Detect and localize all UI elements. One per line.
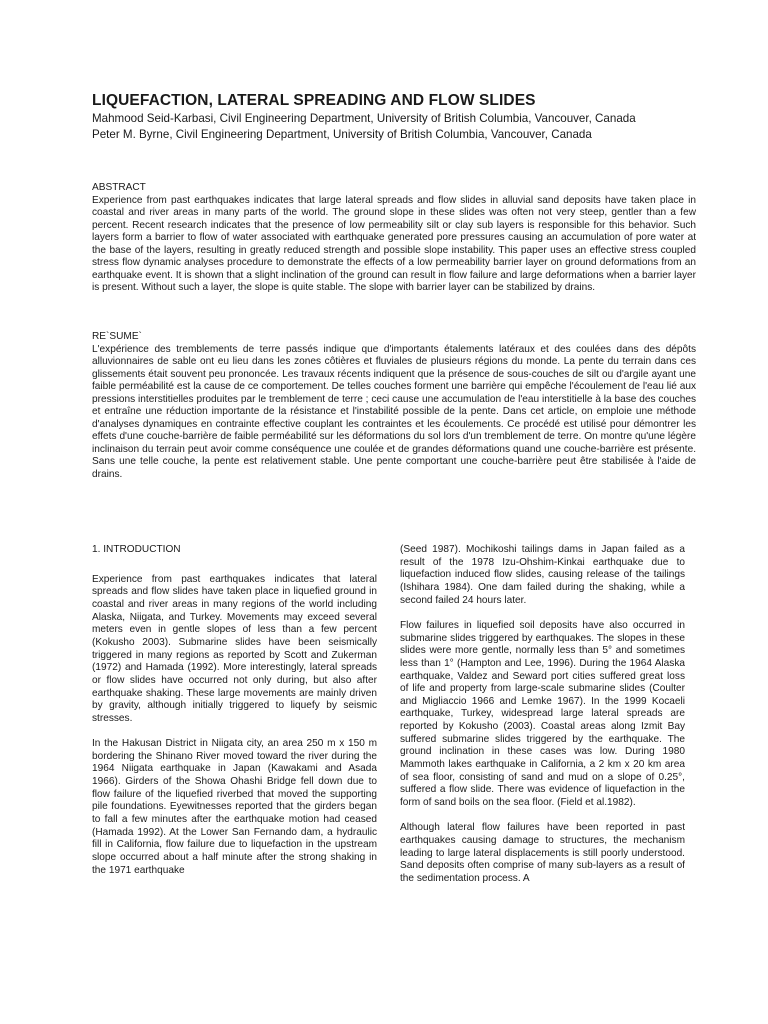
resume-text: L'expérience des tremblements de terre passés indique que d'importants étalements latéraux et des coulées dans des dépôts alluvionnaires de sable ont eu lieu dans les zones côtières et fluviales de plusieurs régions du monde. La pente du terrain dans ces glissements était souvent peu prononcée. Les travaux récents indiquent que la présence de sous-couches de silt ou d'argile ayant une faible perméabilité est la cause de ce comportement. De telles couches forment une barrière qui empêche l'écoulement de l'eau lié aux pressions interstitielles produites par le tremblement de terre ; ceci cause une accumulation de l'eau interstitielle à la base des couches et entraîne une réduction importante de la résistance et l'instabilité possible de la pente. Dans cet article, on emploie une méthode d'analyses dynamiques en contrainte effective couplant les contraintes et les écoulements. Ce procédé est utilisé pour démontrer les effets d'une couche-barrière de faible perméabilité sur les déformations du sol lors d'un tremblement de terre. On montre qu'une légère inclinaison du terrain peut avoir comme conséquence une coulée et de grandes déformations quand une couche-barrière est présente. Sans une telle couche, la pente est relativement stable. Une pente comportant une couche-barrière peut être stabilisée à l'aide de drains. [92, 343, 696, 480]
left-column [92, 544, 377, 890]
abstract-section [92, 182, 696, 295]
paper-title: LIQUEFACTION, LATERAL SPREADING AND FLOW SLIDES [92, 92, 536, 109]
resume-heading: RE`SUME` [92, 331, 142, 342]
abstract-text: Experience from past earthquakes indicates that large lateral spreads and flow slides in alluvial sand deposits have taken place in coastal and river areas in many parts of the world. The ground slope in these slides was often not very steep, gentler than a few percent. Recent research indicates that the presence of low permeability silt or clay sub layers is responsible for this behavior. Such layers form a barrier to flow of water associated with earthquake generated pore pressures causing an accumulation of pore water at the base of the layers, resulting in greatly reduced strength and possible slope instability. This paper uses an effective stress coupled stress flow dynamic analyses procedure to demonstrate the effects of a low permeability barrier layer on ground deformations from an earthquake event. It is shown that a slight inclination of the ground can result in flow failure and large deformations when a barrier layer is present. Without such a layer, the slope is quite stable. The slope with barrier layer can be stabilized by drains. [92, 194, 696, 293]
author-line-2: Peter M. Byrne, Civil Engineering Department, University of British Columbia, Vancouver, Canada [92, 128, 592, 141]
author-line-1: Mahmood Seid-Karbasi, Civil Engineering Department, University of British Columbia, Vancouver, Canada [92, 112, 636, 125]
body-paragraph: Although lateral flow failures have been reported in past earthquakes causing damage to structures, the mechanism leading to large lateral displacements is still poorly understood. Sand deposits often comprise of many sub-layers as a result of the sedimentation process. A [400, 822, 685, 884]
body-paragraph: Experience from past earthquakes indicates that lateral spreads and flow slides have taken place in liquefied ground in coastal and river areas in many regions of the world including Alaska, Niigata, and Turkey. Movements may exceed several meters even in gentle slopes of less than a few percent (Kokusho 2003). Submarine slides have been seismically triggered in many regions as reported by Scott and Zukerman (1972) and Hamada (1992). More interestingly, lateral spreads or flow slides have occurred not only during, but also after earthquake shaking. These large movements are mainly driven by gravity, although initially triggered to liquefy by seismic stresses. [92, 573, 377, 724]
author-list [92, 111, 732, 143]
introduction-heading: 1. INTRODUCTION [92, 544, 181, 555]
body-paragraph: (Seed 1987). Mochikoshi tailings dams in Japan failed as a result of the 1978 Izu-Ohshim-Kinkai earthquake due to liquefaction induced flow slides, causing release of the tailings (Ishihara 1984). One dam failed during the shaking, while a second failed 24 hours later. [400, 544, 685, 606]
body-paragraph: In the Hakusan District in Niigata city, an area 250 m x 150 m bordering the Shinano River moved toward the river during the 1964 Niigata earthquake in Japan (Kawakami and Asada 1966). Girders of the Showa Ohashi Bridge fell down due to flow failure of the liquefied riverbed that moved the supporting pile foundations. Eyewitnesses reported that the girders began to fall a few minutes after the earthquake motion had ceased (Hamada 1992). At the Lower San Fernando dam, a hydraulic fill in California, flow failure due to liquefaction in the upstream slope occurred about a half minute after the strong shaking in the 1971 earthquake [92, 738, 377, 876]
body-paragraph: Flow failures in liquefied soil deposits have also occurred in submarine slides triggered by earthquakes. The slopes in these slides were more gentle, normally less than 5° and sometimes less than 1° (Hampton and Lee, 1996). During the 1964 Alaska earthquake, Valdez and Seward port cities suffered great loss of life and property from large-scale submarine slides (Coulter and Migliaccio 1966 and Lemke 1967). In the 1999 Kocaeli earthquake, Turkey, widespread large lateral spreads are reported by Kokusho (2003). Coastal areas along Izmit Bay suffered submarine slides triggered by the earthquake. The ground inclination in these cases was low. During 1980 Mammoth lakes earthquake in California, a 2 km x 20 km area of sea floor, consisting of sand and mud on a slope of 0.25°, suffered a flow slide. There was evidence of liquefaction in the form of sand boils on the sea floor. (Field et al.1982). [400, 619, 685, 809]
resume-section [92, 331, 696, 481]
right-column [400, 544, 685, 898]
abstract-heading: ABSTRACT [92, 182, 146, 193]
